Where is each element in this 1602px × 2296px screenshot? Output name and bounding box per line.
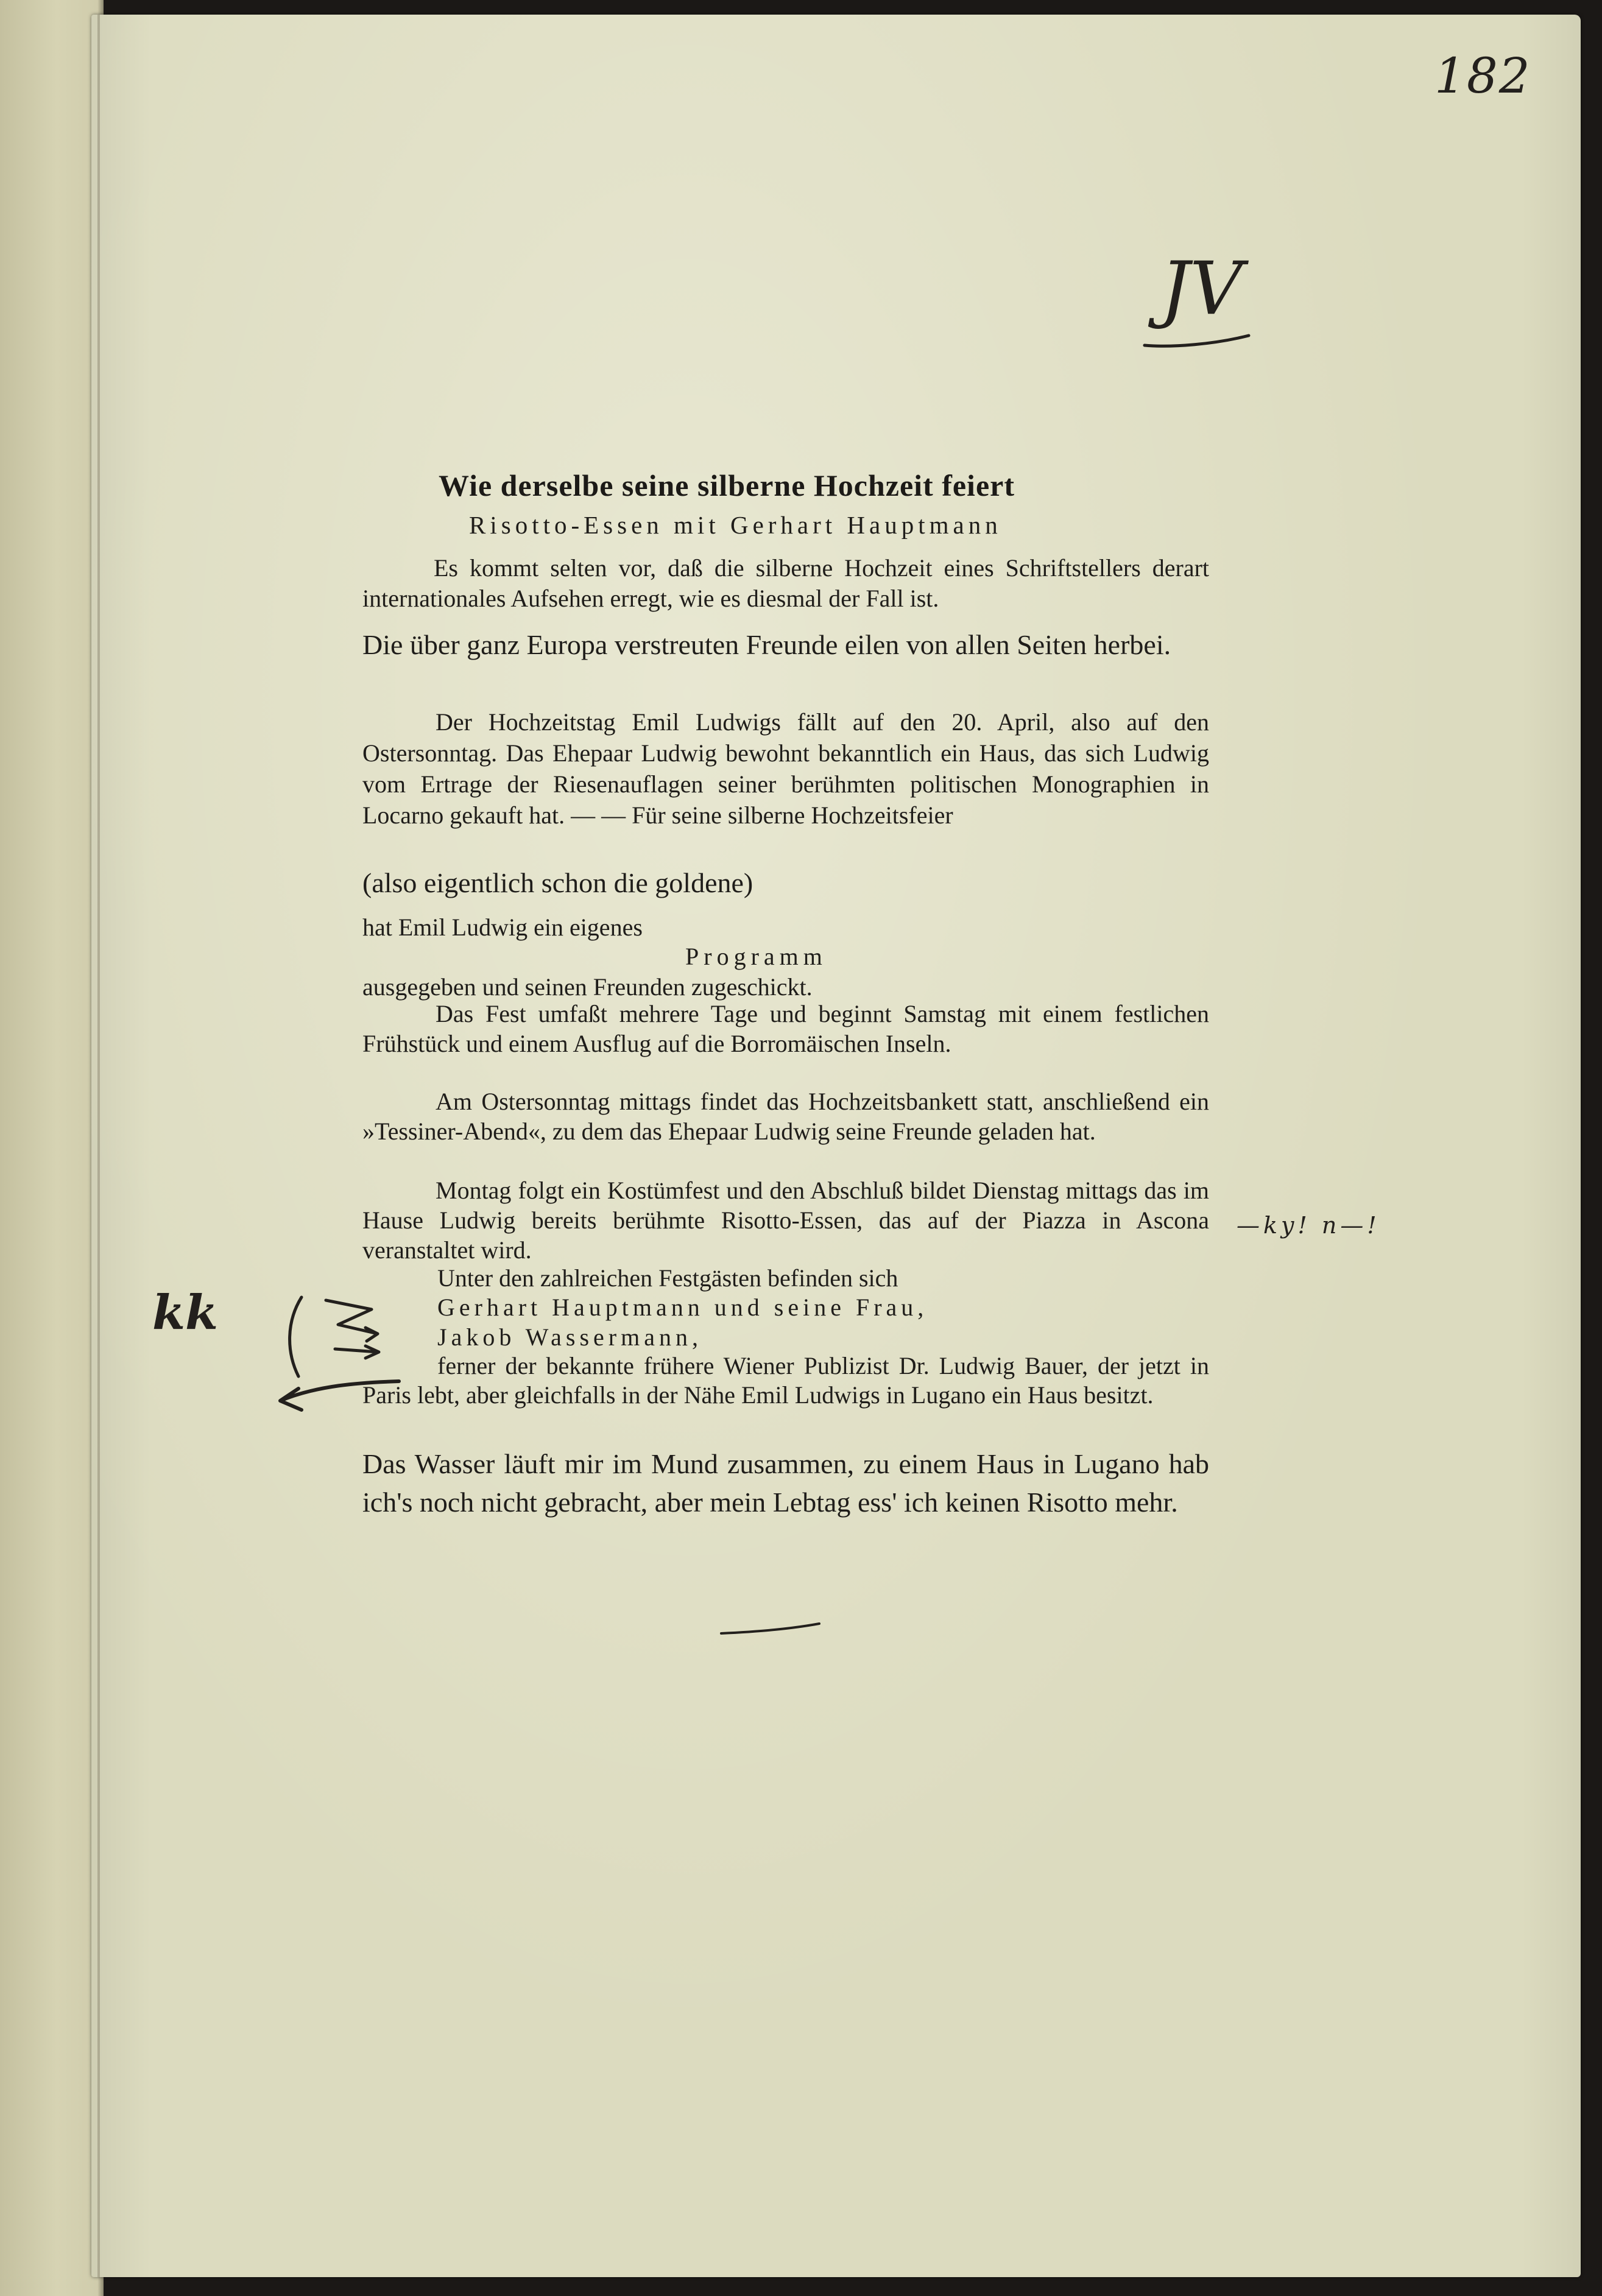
- folio-number: 182: [1434, 48, 1531, 104]
- paragraph-program-lead: hat Emil Ludwig ein eigenes: [362, 914, 643, 941]
- paragraph-golden: (also eigentlich schon die goldene): [362, 867, 753, 898]
- paragraph-saturday: Das Fest umfaßt mehrere Tage und beginnt Samstag mit einem festlichen Frühstück und einem Ausflug auf die Borromäischen Inseln.: [362, 1000, 1209, 1057]
- section-mark: JV: [1160, 247, 1243, 331]
- paragraph-guests-lead: Unter den zahlreichen Festgästen befinden sich: [437, 1264, 898, 1292]
- paragraph-program: Programm: [685, 943, 827, 970]
- paragraph-friends: Die über ganz Europa verstreuten Freunde eilen von allen Seiten herbei.: [362, 629, 1171, 660]
- bottom-pen-stroke: [719, 1620, 822, 1638]
- paragraph-intro: Es kommt selten vor, daß die silberne Hochzeit eines Schriftstellers derart internationales Aufsehen erregt, wie es diesmal der Fall ist.: [362, 554, 1209, 612]
- article-subtitle: Risotto-Essen mit Gerhart Hauptmann: [469, 511, 1002, 539]
- paragraph-easter-sunday: Am Ostersonntag mittags findet das Hochzeitsbankett statt, anschließend ein »Tessiner-Abend«, zu dem das Ehepaar Ludwig seine Freunde geladen hat.: [362, 1088, 1209, 1145]
- article-title: Wie derselbe seine silberne Hochzeit feiert: [439, 468, 1015, 502]
- facing-page-edge: [0, 0, 104, 2296]
- section-mark-underline: [1142, 332, 1252, 350]
- page-gutter: [97, 15, 100, 2277]
- right-margin-note: —ky! n—!: [1237, 1212, 1380, 1239]
- paragraph-closing: Das Wasser läuft mir im Mund zusammen, zu einem Haus in Lugano hab ich's noch nicht gebracht, aber mein Lebtag ess' ich keinen Risotto mehr.: [362, 1448, 1209, 1518]
- paragraph-monday-tuesday: Montag folgt ein Kostümfest und den Abschluß bildet Dienstag mittags das im Hause Ludwig bereits berühmte Risotto-Essen, das auf der Piazza in Ascona veranstaltet wird.: [362, 1177, 1209, 1264]
- guest-hauptmann: Gerhart Hauptmann und seine Frau,: [437, 1294, 928, 1321]
- paragraph-program-sent: ausgegeben und seinen Freunden zugeschickt.: [362, 973, 813, 1001]
- guest-wassermann: Jakob Wassermann,: [437, 1323, 702, 1351]
- guest-bauer: ferner der bekannte frühere Wiener Publizist Dr. Ludwig Bauer, der jetzt in Paris lebt, aber gleichfalls in der Nähe Emil Ludwigs in Lugano ein Haus besitzt.: [362, 1352, 1209, 1409]
- paragraph-wedding-day: Der Hochzeitstag Emil Ludwigs fällt auf den 20. April, also auf den Ostersonntag. Das Ehepaar Ludwig bewohnt bekanntlich ein Haus, das sich Ludwig vom Ertrage der Riesenauflagen seiner berühmten politischen Monographien in Locarno gekauft hat. — — Für seine silberne Hochzeitsfeier: [362, 708, 1209, 829]
- left-margin-note: kk: [152, 1285, 219, 1340]
